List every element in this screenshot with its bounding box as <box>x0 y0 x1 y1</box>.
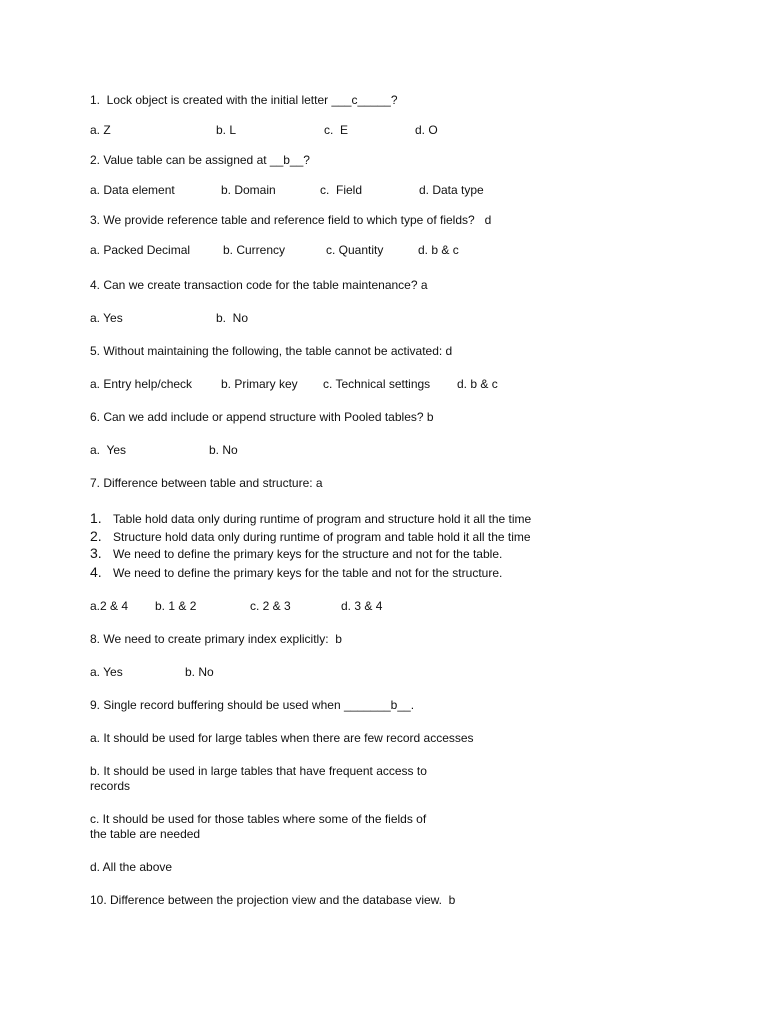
q5-option-a: a. Entry help/check <box>90 377 193 391</box>
q1-option-c: c. E <box>324 123 349 137</box>
question-9: 9. Single record buffering should be used when _______b__. <box>90 698 415 712</box>
statement-number: 4. <box>90 564 102 580</box>
q6-option-b: b. No <box>209 443 238 457</box>
statement-text: Structure hold data only during runtime of program and table hold it all the time <box>113 530 531 544</box>
q9-option-c: c. It should be used for those tables where some of the fields of <box>90 812 427 826</box>
question-7: 7. Difference between table and structure: a <box>90 476 323 490</box>
q8-option-a: a. Yes <box>90 665 123 679</box>
q4-option-a: a. Yes <box>90 311 123 325</box>
q1-option-a: a. Z <box>90 123 111 137</box>
q2-option-b: b. Domain <box>221 183 276 197</box>
q1-option-b: b. L <box>216 123 237 137</box>
statement-text: We need to define the primary keys for the table and not for the structure. <box>113 566 503 580</box>
q7-option-c: c. 2 & 3 <box>250 599 291 613</box>
q9-option-b: b. It should be used in large tables that have frequent access to <box>90 764 427 778</box>
q3-option-b: b. Currency <box>223 243 286 257</box>
q3-option-c: c. Quantity <box>326 243 384 257</box>
q5-option-d: d. b & c <box>457 377 498 391</box>
question-1: 1. Lock object is created with the initial letter ___c_____? <box>90 93 398 107</box>
statement-text: We need to define the primary keys for the structure and not for the table. <box>113 547 503 561</box>
statement-number: 1. <box>90 510 102 526</box>
q9-option-b-continued: records <box>90 779 131 793</box>
q9-option-d: d. All the above <box>90 860 173 874</box>
q2-option-d: d. Data type <box>419 183 484 197</box>
q9-option-c-continued: the table are needed <box>90 827 201 841</box>
statement-text: Table hold data only during runtime of program and structure hold it all the time <box>113 512 532 526</box>
question-10: 10. Difference between the projection view and the database view. b <box>90 893 456 907</box>
q6-option-a: a. Yes <box>90 443 127 457</box>
q8-option-b: b. No <box>185 665 214 679</box>
q3-option-d: d. b & c <box>418 243 459 257</box>
q2-option-a: a. Data element <box>90 183 175 197</box>
q1-option-d: d. O <box>415 123 438 137</box>
q3-option-a: a. Packed Decimal <box>90 243 191 257</box>
question-6: 6. Can we add include or append structure with Pooled tables? b <box>90 410 434 424</box>
question-8: 8. We need to create primary index explicitly: b <box>90 632 342 646</box>
question-2: 2. Value table can be assigned at __b__? <box>90 153 310 167</box>
question-4: 4. Can we create transaction code for the table maintenance? a <box>90 278 428 292</box>
question-5: 5. Without maintaining the following, the table cannot be activated: d <box>90 344 453 358</box>
q7-option-b: b. 1 & 2 <box>155 599 197 613</box>
q9-option-a: a. It should be used for large tables when there are few record accesses <box>90 731 474 745</box>
q5-option-c: c. Technical settings <box>323 377 431 391</box>
statement-number: 2. <box>90 528 102 544</box>
statement-number: 3. <box>90 545 102 561</box>
question-3: 3. We provide reference table and reference field to which type of fields? d <box>90 213 492 227</box>
q4-option-b: b. No <box>216 311 249 325</box>
q2-option-c: c. Field <box>320 183 363 197</box>
q5-option-b: b. Primary key <box>221 377 298 391</box>
q7-option-d: d. 3 & 4 <box>341 599 383 613</box>
q7-option-a: a.2 & 4 <box>90 599 129 613</box>
